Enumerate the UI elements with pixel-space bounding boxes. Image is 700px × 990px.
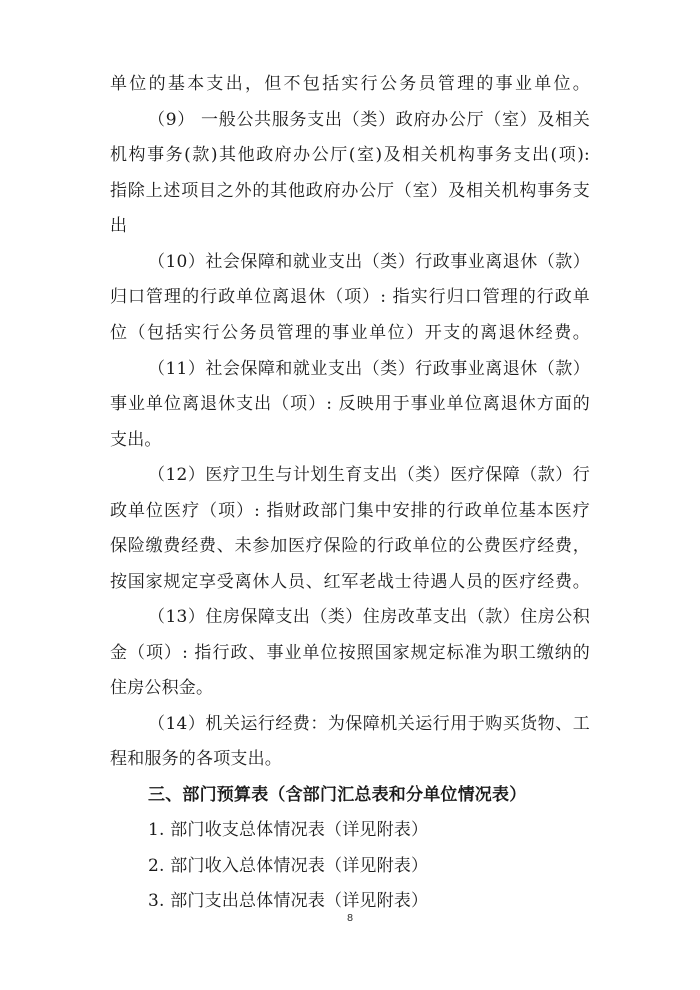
text-line: （14）机关运行经费：为保障机关运行用于购买货物、工	[148, 714, 590, 734]
text-line: 按国家规定享受离休人员、红军老战士待遇人员的医疗经费。	[110, 572, 590, 592]
text-line: 程和服务的各项支出。	[110, 749, 282, 769]
text-line: （10）社会保障和就业支出（类）行政事业离退休（款）	[148, 252, 590, 272]
text-line: 单位的基本支出，但不包括实行公务员管理的事业单位。	[110, 74, 590, 94]
text-line: 出	[110, 216, 128, 236]
text-line: 位（包括实行公务员管理的事业单位）开支的离退休经费。	[110, 323, 590, 343]
list-item: 1. 部门收支总体情况表（详见附表）	[148, 820, 429, 840]
text-line: （11）社会保障和就业支出（类）行政事业离退休（款）	[148, 359, 590, 379]
text-line: 住房公积金。	[110, 678, 214, 698]
text-line: 归口管理的行政单位离退休（项）: 指实行归口管理的行政单	[110, 287, 590, 307]
page-number: 8	[346, 913, 354, 924]
text-line: 指除上述项目之外的其他政府办公厅（室）及相关机构事务支	[110, 181, 590, 201]
text-line: 保险缴费经费、未参加医疗保险的行政单位的公费医疗经费，	[110, 536, 590, 556]
text-line: （12）医疗卫生与计划生育支出（类）医疗保障（款）行	[148, 465, 590, 485]
list-item: 2. 部门收入总体情况表（详见附表）	[148, 856, 429, 876]
text-line: 金（项）: 指行政、事业单位按照国家规定标准为职工缴纳的	[110, 643, 590, 663]
list-item: 3. 部门支出总体情况表（详见附表）	[148, 891, 429, 911]
text-line: 支出。	[110, 430, 162, 450]
text-line: 事业单位离退休支出（项）: 反映用于事业单位离退休方面的	[110, 394, 590, 414]
section-heading: 三、部门预算表（含部门汇总表和分单位情况表）	[148, 785, 527, 805]
text-line: 政单位医疗（项）: 指财政部门集中安排的行政单位基本医疗	[110, 501, 590, 521]
text-line: （9） 一般公共服务支出（类）政府办公厅（室）及相关	[148, 110, 590, 130]
text-line: （13）住房保障支出（类）住房改革支出（款）住房公积	[148, 607, 590, 627]
text-line: 机构事务(款)其他政府办公厅(室)及相关机构事务支出(项):	[110, 145, 590, 165]
